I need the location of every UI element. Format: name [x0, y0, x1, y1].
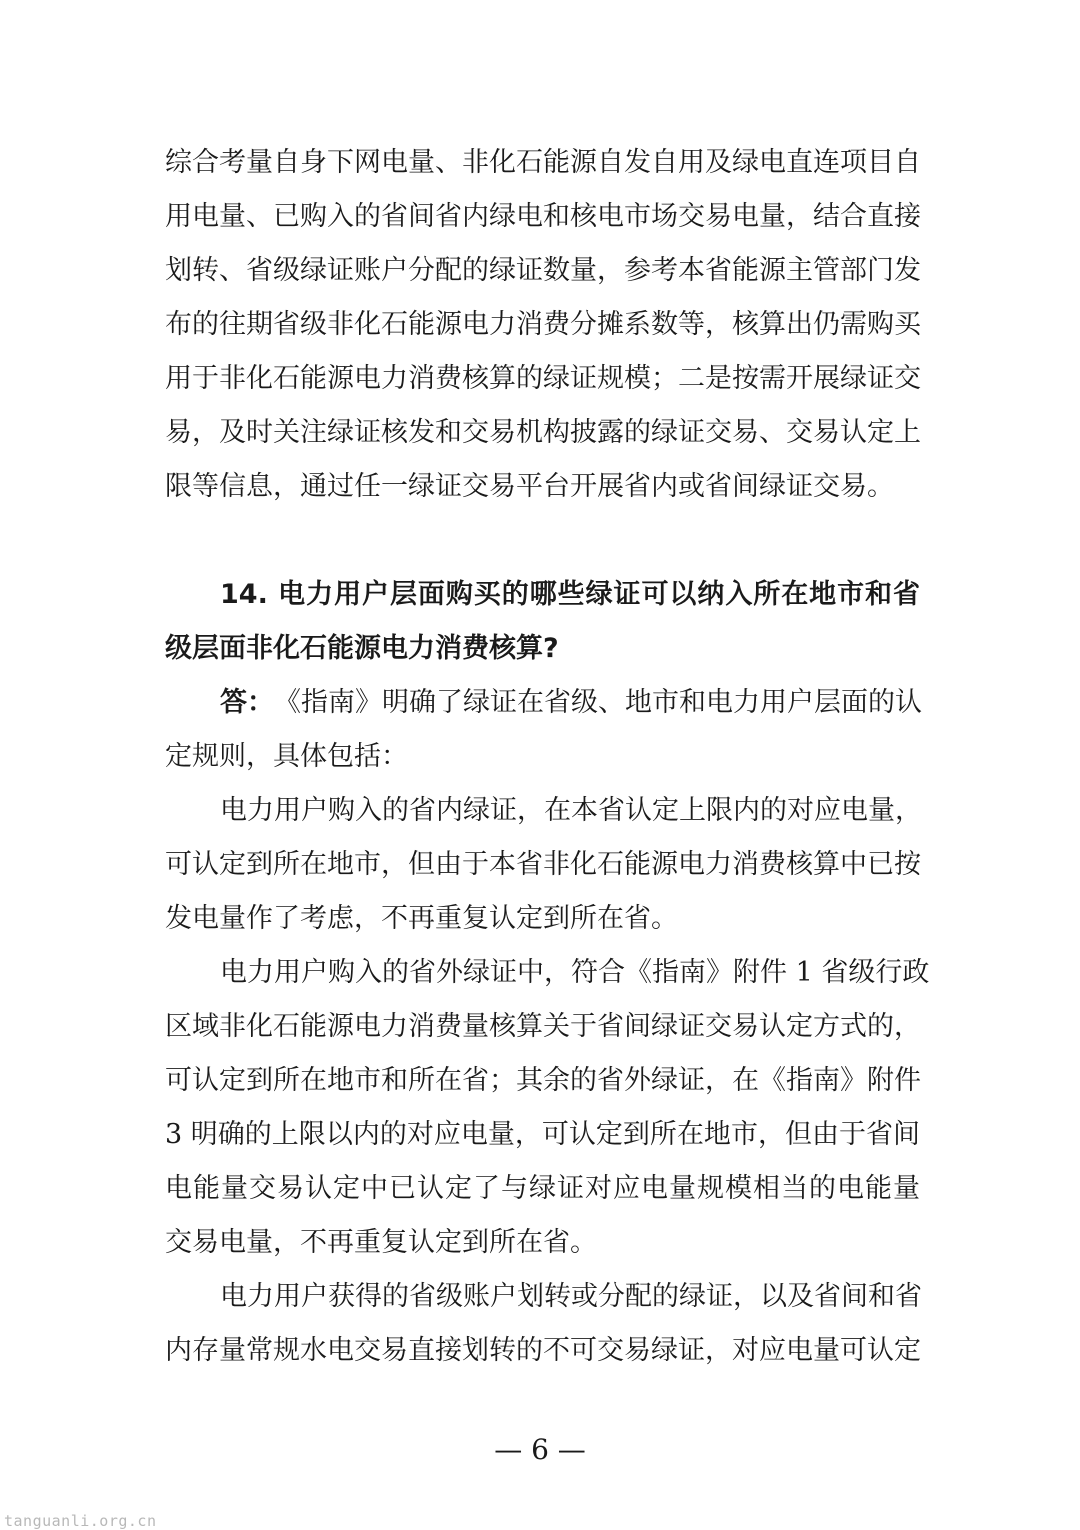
paragraph-line: 限等信息，通过任一绿证交易平台开展省内或省间绿证交易。: [165, 471, 894, 502]
paragraph-line: 划转、省级绿证账户分配的绿证数量，参考本省能源主管部门发: [165, 255, 921, 286]
page-number: — 6 —: [494, 1433, 586, 1466]
paragraph-line: 电力用户购入的省内绿证，在本省认定上限内的对应电量，: [220, 795, 922, 826]
paragraph-line: 发电量作了考虑，不再重复认定到所在省。: [165, 903, 678, 934]
paragraph-line: 电能量交易认定中已认定了与绿证对应电量规模相当的电能量: [165, 1173, 920, 1204]
paragraph-line: 可认定到所在地市，但由于本省非化石能源电力消费核算中已按: [165, 849, 921, 880]
answer-line: [220, 683, 920, 723]
paragraph-line: 可认定到所在地市和所在省；其余的省外绿证，在《指南》附件: [165, 1065, 921, 1096]
paragraph-line: 易，及时关注绿证核发和交易机构披露的绿证交易、交易认定上: [165, 417, 921, 448]
paragraph-line: 3 明确的上限以内的对应电量，可认定到所在地市，但由于省间: [165, 1119, 920, 1150]
paragraph-line: 内存量常规水电交易直接划转的不可交易绿证，对应电量可认定: [165, 1335, 921, 1366]
watermark-text: tanguanli.org.cn: [4, 1512, 157, 1530]
paragraph-line: 交易电量，不再重复认定到所在省。: [165, 1227, 597, 1258]
question-line: 级层面非化石能源电力消费核算?: [165, 633, 559, 664]
paragraph-line: 区域非化石能源电力消费量核算关于省间绿证交易认定方式的，: [165, 1011, 921, 1042]
question-line: 14. 电力用户层面购买的哪些绿证可以纳入所在地市和省: [220, 579, 920, 610]
answer-text: 《指南》明确了绿证在省级、地市和电力用户层面的认: [274, 687, 922, 718]
paragraph-line: 电力用户购入的省外绿证中，符合《指南》附件 1 省级行政: [220, 957, 930, 988]
paragraph-line: 布的往期省级非化石能源电力消费分摊系数等，核算出仍需购买: [165, 309, 921, 340]
paragraph-line: 电力用户获得的省级账户划转或分配的绿证，以及省间和省: [220, 1281, 922, 1312]
paragraph-line: 用于非化石能源电力消费核算的绿证规模；二是按需开展绿证交: [165, 363, 921, 394]
paragraph-line: 综合考量自身下网电量、非化石能源自发自用及绿电直连项目自: [165, 147, 921, 178]
answer-label: 答：: [220, 687, 274, 718]
paragraph-line: 用电量、已购入的省间省内绿电和核电市场交易电量，结合直接: [165, 201, 921, 232]
answer-line: 定规则，具体包括：: [165, 741, 408, 772]
